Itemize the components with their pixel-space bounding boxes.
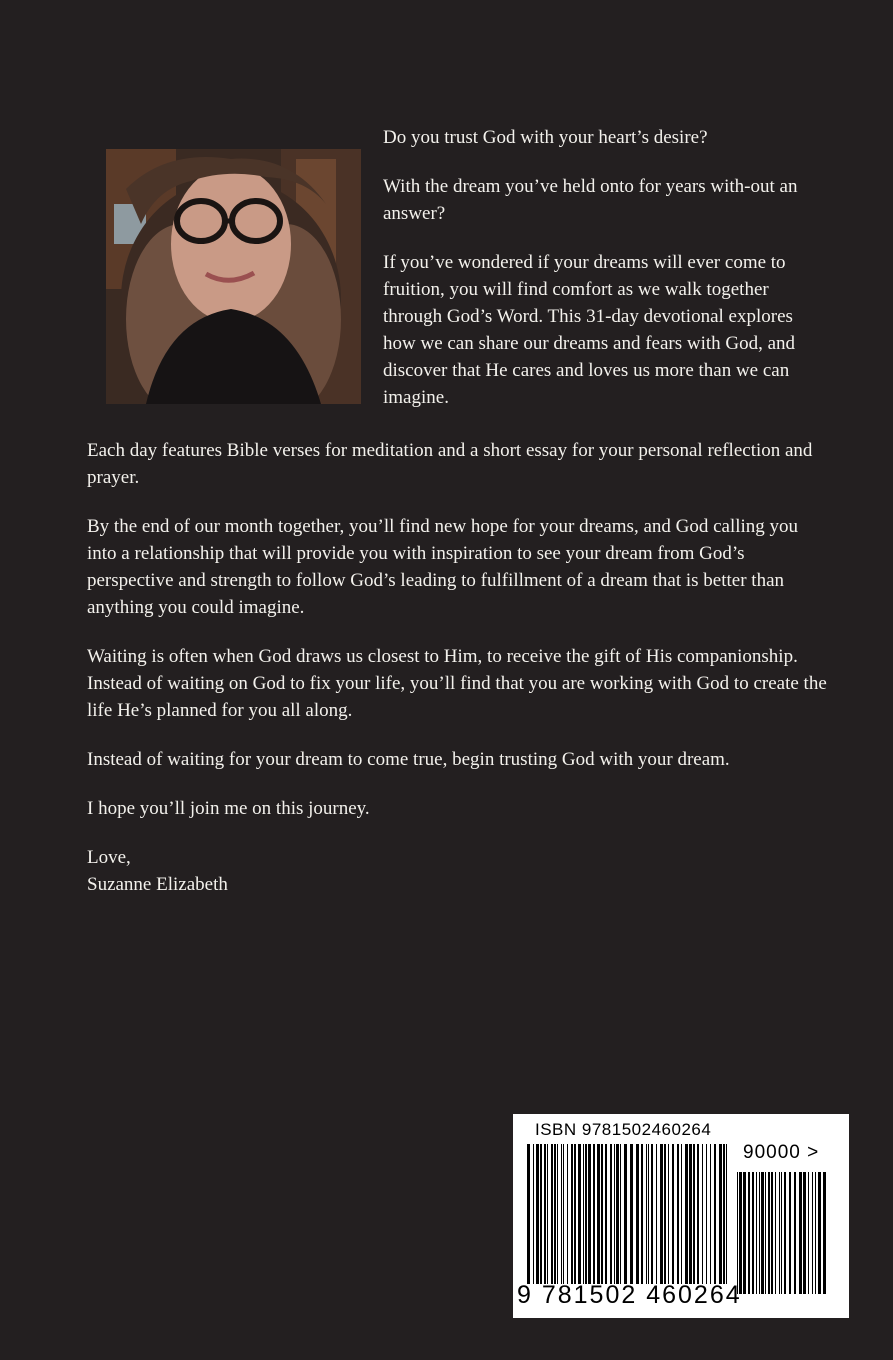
barcode-bar: [779, 1172, 780, 1294]
intro-paragraph: If you’ve wondered if your dreams will ever come to fruition, you will find comfort as we walk together through God’s Word. This 31-day devotional explores how we can share our dreams and fears with God, and discover that He cares and loves us more than we can imagine.: [383, 252, 796, 408]
barcode-bar: [803, 1172, 806, 1294]
barcode-bar: [571, 1144, 573, 1284]
barcode-bar: [672, 1144, 674, 1284]
barcode-bar: [789, 1172, 791, 1294]
barcode-bar: [823, 1172, 826, 1294]
barcode-bar: [656, 1144, 657, 1284]
barcode-bar: [781, 1172, 782, 1294]
signoff: [87, 844, 827, 898]
barcode-bar: [714, 1144, 716, 1284]
barcode-bar: [561, 1144, 562, 1284]
isbn-barcode: [513, 1114, 849, 1318]
barcode-bar: [660, 1144, 663, 1284]
intro-dream-question: With the dream you’ve held onto for years with-out an answer?: [383, 176, 798, 224]
barcode-bar: [527, 1144, 530, 1284]
barcode-bar: [620, 1144, 621, 1284]
barcode-bar: [794, 1172, 796, 1294]
barcode-bar: [567, 1144, 568, 1284]
barcode-bar: [702, 1144, 703, 1284]
barcode-bar: [677, 1144, 679, 1284]
barcode-bar: [601, 1144, 603, 1284]
barcode-bar: [784, 1172, 786, 1294]
barcode-bar: [551, 1144, 553, 1284]
barcode-bar: [578, 1144, 581, 1284]
barcode-bar: [641, 1144, 643, 1284]
barcode-bar: [593, 1144, 595, 1284]
barcode-bar: [759, 1172, 760, 1294]
intro-question: Do you trust God with your heart’s desire?: [383, 127, 708, 148]
barcode-bar: [743, 1172, 746, 1294]
barcode-bar: [726, 1144, 727, 1284]
barcode-bar: [610, 1144, 612, 1284]
barcode-bar: [574, 1144, 576, 1284]
barcode-bars: [527, 1144, 727, 1284]
barcode-bar: [693, 1144, 695, 1284]
barcode-bar: [651, 1144, 653, 1284]
barcode-bar: [685, 1144, 688, 1284]
barcode-bar: [563, 1144, 564, 1284]
barcode-bar: [799, 1172, 802, 1294]
barcode-digits: 9 781502 460264: [517, 1281, 742, 1309]
barcode-bar: [547, 1144, 548, 1284]
barcode-bar: [648, 1144, 649, 1284]
barcode-bar: [597, 1144, 600, 1284]
author-photo: [106, 149, 361, 404]
barcode-bar: [533, 1144, 534, 1284]
barcode-bar: [815, 1172, 816, 1294]
barcode-bar: [614, 1144, 615, 1284]
barcode-bar: [689, 1144, 692, 1284]
barcode-bar: [768, 1172, 770, 1294]
barcode-bar: [536, 1144, 539, 1284]
body-paragraph-month: By the end of our month together, you’ll find new hope for your dreams, and God calling you into a relationship that will provide you with inspiration to see your dream from God’s perspective and strength to follow God’s leading to fulfillment of a dream that is better than anything you could imagine.: [87, 516, 799, 618]
barcode-bar: [557, 1144, 558, 1284]
body-paragraph-trust: Instead of waiting for your dream to come true, begin trusting God with your dream.: [87, 749, 730, 770]
barcode-bar: [812, 1172, 813, 1294]
barcode-bar: [605, 1144, 607, 1284]
closing: Love,: [87, 847, 131, 868]
barcode-bar: [624, 1144, 627, 1284]
intro-text: [383, 124, 823, 433]
author-signature: Suzanne Elizabeth: [87, 874, 228, 895]
body-paragraph-daily: Each day features Bible verses for meditation and a short essay for your personal reflection and prayer.: [87, 440, 813, 488]
barcode-bar: [585, 1144, 587, 1284]
barcode-bar: [752, 1172, 754, 1294]
barcode-bar: [554, 1144, 556, 1284]
barcode-bar: [544, 1144, 546, 1284]
barcode-bar: [818, 1172, 821, 1294]
isbn-label: ISBN 9781502460264: [535, 1120, 712, 1139]
barcode-bar: [697, 1144, 699, 1284]
barcode-bar: [723, 1144, 725, 1284]
barcode-bar: [646, 1144, 647, 1284]
barcode-bar: [664, 1144, 666, 1284]
barcode-bar: [706, 1144, 707, 1284]
price-code: 90000 >: [743, 1142, 820, 1163]
barcode-bar: [748, 1172, 750, 1294]
body-paragraph-waiting: Waiting is often when God draws us closest to Him, to receive the gift of His companionship. Instead of waiting on God to fix your life, you’ll find that you are working with God to create the life He’s planned for you all along.: [87, 646, 827, 721]
barcode-bar: [583, 1144, 584, 1284]
barcode-bar: [761, 1172, 764, 1294]
barcode-bar: [739, 1172, 742, 1294]
barcode-bar: [540, 1144, 542, 1284]
barcode-bar: [775, 1172, 776, 1294]
body-text: [87, 437, 827, 898]
barcode-bar: [719, 1144, 722, 1284]
barcode-bar: [771, 1172, 773, 1294]
body-paragraph-journey: I hope you’ll join me on this journey.: [87, 798, 370, 819]
barcode-bar: [710, 1144, 711, 1284]
barcode-bar: [668, 1144, 669, 1284]
barcode-bar: [737, 1172, 738, 1294]
barcode-bar: [681, 1144, 682, 1284]
barcode-bar: [756, 1172, 757, 1294]
barcode-bar: [765, 1172, 766, 1294]
barcode-bar: [636, 1144, 639, 1284]
barcode-bar: [588, 1144, 591, 1284]
addon-barcode-bars: [737, 1172, 827, 1294]
barcode-bar: [808, 1172, 809, 1294]
barcode-bar: [630, 1144, 633, 1284]
barcode-bar: [616, 1144, 619, 1284]
